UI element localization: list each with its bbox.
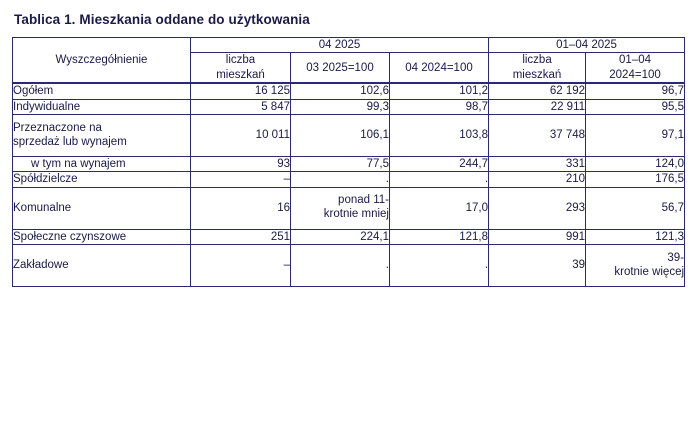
row-label-zakladowe: Zakładowe bbox=[13, 245, 191, 287]
cell-spoleczne-03-2025-100: 224,1 bbox=[291, 229, 390, 244]
table-row bbox=[13, 83, 685, 99]
table-body bbox=[13, 83, 685, 286]
table-header bbox=[13, 38, 685, 84]
row-label-ogolem: Ogółem bbox=[13, 83, 191, 99]
cell-komunalne-01-04-2024-100: 56,7 bbox=[586, 187, 685, 229]
cell-wynajem-dwellings-cumulative: 331 bbox=[489, 156, 586, 171]
table-row bbox=[13, 229, 685, 244]
column-header-01-04-2024-100-line2: 2024=100 bbox=[609, 68, 661, 81]
cell-zakladowe-03-2025-100: . bbox=[291, 245, 390, 287]
table-row bbox=[13, 172, 685, 187]
cell-komunalne-dwellings-month: 16 bbox=[191, 187, 291, 229]
cell-spoldzielcze-01-04-2024-100: 176,5 bbox=[586, 172, 685, 187]
column-header-dwellings-month-line2: mieszkań bbox=[216, 68, 265, 81]
page-title: Tablica 1. Mieszkania oddane do użytkowania bbox=[14, 12, 310, 27]
group-header-01-04-2025 bbox=[489, 38, 685, 53]
cell-indywidualne-04-2024-100: 98,7 bbox=[390, 99, 489, 114]
row-label-przeznaczone-line1: Przeznaczone na bbox=[13, 122, 102, 134]
cell-przeznaczone-01-04-2024-100: 97,1 bbox=[586, 114, 685, 156]
row-label-spoldzielcze: Spółdzielcze bbox=[13, 172, 191, 187]
cell-zakladowe-note-line2: krotnie więcej bbox=[614, 265, 685, 278]
column-header-dwellings-month-line1: liczba bbox=[225, 54, 256, 67]
table-row bbox=[13, 114, 685, 156]
table-row bbox=[13, 156, 685, 171]
cell-zakladowe-dwellings-cumulative: 39 bbox=[489, 245, 586, 287]
cell-wynajem-04-2024-100: 244,7 bbox=[390, 156, 489, 171]
cell-ogolem-04-2024-100: 101,2 bbox=[390, 83, 489, 99]
cell-spoldzielcze-03-2025-100: . bbox=[291, 172, 390, 187]
cell-komunalne-note-line2: krotnie mniej bbox=[323, 208, 389, 221]
cell-spoldzielcze-dwellings-cumulative: 210 bbox=[489, 172, 586, 187]
cell-wynajem-01-04-2024-100: 124,0 bbox=[586, 156, 685, 171]
cell-spoldzielcze-04-2024-100: . bbox=[390, 172, 489, 187]
cell-spoleczne-01-04-2024-100: 121,3 bbox=[586, 229, 685, 244]
cell-zakladowe-01-04-2024-100 bbox=[586, 245, 685, 287]
cell-spoleczne-dwellings-month: 251 bbox=[191, 229, 291, 244]
stub-header-label: Wyszczegółnienie bbox=[55, 54, 148, 67]
table-row bbox=[13, 187, 685, 229]
column-header-dwellings-month bbox=[191, 53, 291, 83]
table-header-group-row bbox=[13, 38, 685, 53]
row-label-w-tym-na-wynajem: w tym na wynajem bbox=[13, 156, 191, 171]
table-row bbox=[13, 99, 685, 114]
cell-ogolem-dwellings-cumulative: 62 192 bbox=[489, 83, 586, 99]
cell-spoleczne-04-2024-100: 121,8 bbox=[390, 229, 489, 244]
cell-zakladowe-dwellings-month: – bbox=[191, 245, 291, 287]
cell-ogolem-03-2025-100: 102,6 bbox=[291, 83, 390, 99]
cell-zakladowe-04-2024-100: . bbox=[390, 245, 489, 287]
cell-przeznaczone-03-2025-100: 106,1 bbox=[291, 114, 390, 156]
column-header-03-2025-100-label: 03 2025=100 bbox=[306, 61, 374, 74]
column-header-03-2025-100 bbox=[291, 53, 390, 83]
cell-indywidualne-dwellings-month: 5 847 bbox=[191, 99, 291, 114]
column-header-dwellings-cumulative bbox=[489, 53, 586, 83]
column-header-04-2024-100-label: 04 2024=100 bbox=[405, 61, 473, 74]
column-header-dwellings-cumulative-line1: liczba bbox=[522, 54, 552, 67]
row-label-przeznaczone bbox=[13, 114, 191, 156]
group-header-04-2025 bbox=[191, 38, 489, 53]
cell-komunalne-dwellings-cumulative: 293 bbox=[489, 187, 586, 229]
cell-spoleczne-dwellings-cumulative: 991 bbox=[489, 229, 586, 244]
cell-przeznaczone-04-2024-100: 103,8 bbox=[390, 114, 489, 156]
row-label-spoleczne-czynszowe: Społeczne czynszowe bbox=[13, 229, 191, 244]
table-row bbox=[13, 245, 685, 287]
cell-komunalne-note-line1: ponad 11- bbox=[338, 194, 389, 207]
column-header-04-2024-100 bbox=[390, 53, 489, 83]
cell-indywidualne-01-04-2024-100: 95,5 bbox=[586, 99, 685, 114]
cell-przeznaczone-dwellings-cumulative: 37 748 bbox=[489, 114, 586, 156]
column-header-01-04-2024-100-line1: 01–04 bbox=[619, 54, 652, 67]
cell-komunalne-03-2025-100 bbox=[291, 187, 390, 229]
column-header-dwellings-cumulative-line2: mieszkań bbox=[512, 68, 562, 81]
cell-wynajem-03-2025-100: 77,5 bbox=[291, 156, 390, 171]
housing-completions-table bbox=[12, 37, 685, 287]
cell-komunalne-04-2024-100: 17,0 bbox=[390, 187, 489, 229]
cell-indywidualne-dwellings-cumulative: 22 911 bbox=[489, 99, 586, 114]
row-label-komunalne: Komunalne bbox=[13, 187, 191, 229]
row-label-indywidualne: Indywidualne bbox=[13, 99, 191, 114]
stub-header-cell bbox=[13, 38, 191, 84]
cell-ogolem-dwellings-month: 16 125 bbox=[191, 83, 291, 99]
cell-indywidualne-03-2025-100: 99,3 bbox=[291, 99, 390, 114]
group-header-01-04-2025-label: 01–04 2025 bbox=[556, 39, 617, 51]
group-header-04-2025-label: 04 2025 bbox=[318, 39, 361, 51]
cell-wynajem-dwellings-month: 93 bbox=[191, 156, 291, 171]
cell-przeznaczone-dwellings-month: 10 011 bbox=[191, 114, 291, 156]
cell-spoldzielcze-dwellings-month: – bbox=[191, 172, 291, 187]
column-header-01-04-2024-100 bbox=[586, 53, 685, 83]
row-label-przeznaczone-line2: sprzedaż lub wynajem bbox=[13, 136, 127, 149]
cell-ogolem-01-04-2024-100: 96,7 bbox=[586, 83, 685, 99]
cell-zakladowe-note-line1: 39- bbox=[667, 251, 685, 264]
